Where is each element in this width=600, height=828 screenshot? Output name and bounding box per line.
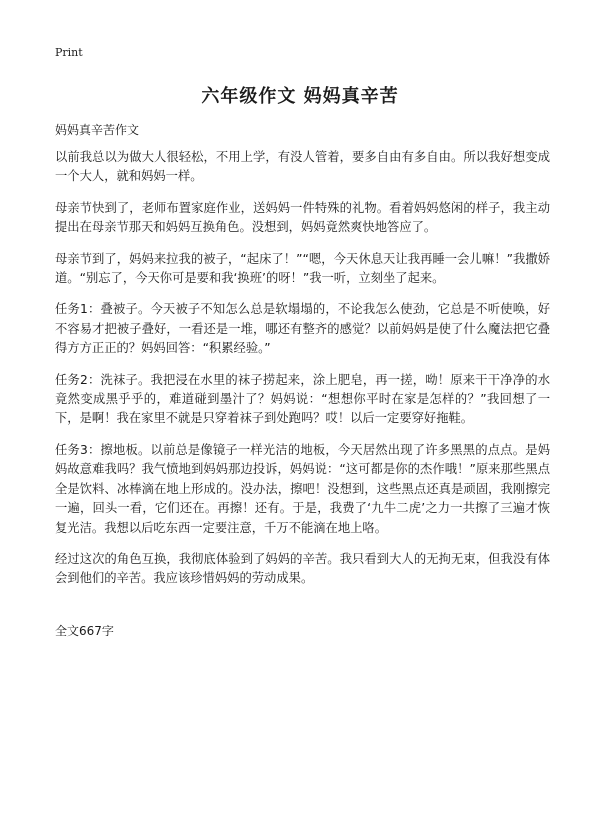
article-subtitle: 妈妈真辛苦作文 (55, 123, 140, 137)
print-link[interactable]: Print (55, 46, 83, 59)
paragraph-intro: 以前我总以为做大人很轻松，不用上学，有没人管着，要多自由有多自由。所以我好想变成一个大人，就和妈妈一样。 (55, 150, 550, 184)
paragraph-morning: 母亲节到了，妈妈来拉我的被子，“起床了！”“嗯，今天休息天让我再睡一会儿嘛！”我撒娇道。“别忘了，今天你可是要和我‘换班’的呀！”我一听，立刻坐了起来。 (55, 251, 550, 286)
paragraph-task-1: 任务1：叠被子。今天被子不知怎么总是软塌塌的，不论我怎么使劲，它总是不听使唤，好不容易才把被子叠好，一看还是一堆，哪还有整齐的感觉？以前妈妈是使了什么魔法把它叠得方方正正的？妈妈回答：“积累经验。” (55, 302, 550, 356)
paragraph-task-2: 任务2：洗袜子。我把浸在水里的袜子捞起来，涂上肥皂，再一搓，呦！原来干干净净的水竟然变成黑乎乎的，难道碰到墨汁了？妈妈说：“想想你平时在家是怎样的？”我回想了一下，是啊！我在家里不就是只穿着袜子到处跑吗？哎！以后一定要穿好拖鞋。 (55, 372, 550, 426)
article-body (55, 148, 550, 601)
paragraph-mothers-day: 母亲节快到了，老师布置家庭作业，送妈妈一件特殊的礼物。看着妈妈悠闲的样子，我主动提出在母亲节那天和妈妈互换角色。没想到，妈妈竟然爽快地答应了。 (55, 200, 550, 235)
paragraph-task-3: 任务3：擦地板。以前总是像镜子一样光洁的地板，今天居然出现了许多黑黑的点点。是妈妈故意难我吗？我气愤地到妈妈那边投诉，妈妈说：“这可都是你的杰作哦！”原来那些黑点全是饮料、冰棒滴在地上形成的。没办法，擦吧！没想到，这些黑点还真是顽固，我刚擦完一遍，回头一看，它们还在。再擦！还有。于是，我费了‘九牛二虎’之力一共擦了三遍才恢复光洁。我想以后吃东西一定要注意，千万不能滴在地上咯。 (55, 442, 550, 535)
word-count: 全文667字 (55, 624, 114, 638)
page-title: 六年级作文 妈妈真辛苦 (201, 86, 399, 107)
paragraph-conclusion: 经过这次的角色互换，我彻底体验到了妈妈的辛苦。我只看到大人的无拘无束，但我没有体会到他们的辛苦。我应该珍惜妈妈的劳动成果。 (55, 551, 550, 586)
